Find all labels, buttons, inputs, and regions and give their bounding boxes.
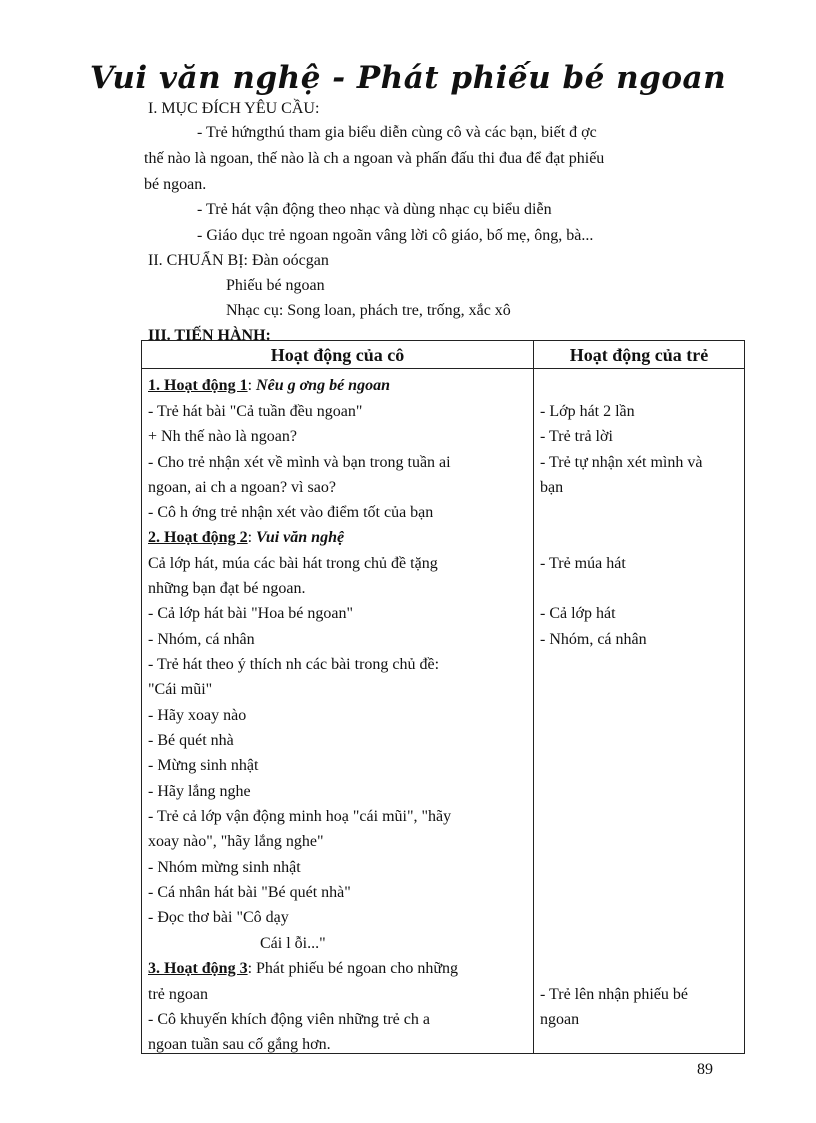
section-3-heading: III. TIẾN HÀNH: bbox=[148, 327, 271, 344]
left-line: - Cô h ớng trẻ nhận xét vào điểm tốt của bạn bbox=[148, 504, 434, 521]
left-line: - Hãy lắng nghe bbox=[148, 783, 251, 800]
right-line: - Nhóm, cá nhân bbox=[540, 631, 647, 648]
activity-table bbox=[141, 340, 745, 1054]
left-line: ngoan tuần sau cố gắng hơn. bbox=[148, 1036, 331, 1053]
activity-3-label: 3. Hoạt động 3 bbox=[148, 960, 248, 977]
right-line: - Trẻ trả lời bbox=[540, 428, 613, 445]
column-divider bbox=[533, 341, 534, 1053]
activity-1-title: Nêu g ơng bé ngoan bbox=[256, 377, 390, 394]
left-line: Cả lớp hát, múa các bài hát trong chủ đề tặng bbox=[148, 555, 438, 572]
left-line: - Bé quét nhà bbox=[148, 732, 234, 749]
left-line: + Nh thế nào là ngoan? bbox=[148, 428, 297, 445]
activity-3-title: Phát phiếu bé ngoan cho những bbox=[256, 960, 458, 977]
section-2-heading: II. CHUẨN BỊ: Đàn oócgan bbox=[148, 252, 329, 269]
left-line: xoay nào", "hãy lắng nghe" bbox=[148, 833, 324, 850]
left-line: - Trẻ hát theo ý thích nh các bài trong chủ đề: bbox=[148, 656, 440, 673]
left-line: - Cô khuyến khích động viên những trẻ ch a bbox=[148, 1011, 430, 1028]
left-line: trẻ ngoan bbox=[148, 986, 208, 1003]
activity-2-label: 2. Hoạt động 2 bbox=[148, 529, 248, 546]
activity-1-heading: 1. Hoạt động 1: Nêu g ơng bé ngoan bbox=[148, 377, 390, 394]
section-1-label: I. MỤC ĐÍCH YÊU CẦU bbox=[148, 100, 315, 117]
left-line: ngoan, ai ch a ngoan? vì sao? bbox=[148, 479, 336, 496]
section-1-line: bé ngoan. bbox=[144, 176, 207, 193]
section-1-line: thế nào là ngoan, thế nào là ch a ngoan và phấn đấu thi đua để đạt phiếu bbox=[144, 150, 605, 167]
left-line: - Mừng sinh nhật bbox=[148, 757, 259, 774]
section-1-line: - Trẻ hứngthú tham gia biểu diễn cùng cô và các bạn, biết đ ợc bbox=[197, 124, 597, 141]
section-1-heading: I. MỤC ĐÍCH YÊU CẦU: bbox=[148, 100, 320, 117]
section-1-line: - Giáo dục trẻ ngoan ngoãn vâng lời cô giáo, bố mẹ, ông, bà... bbox=[197, 227, 594, 244]
section-2-first: Đàn oócgan bbox=[252, 252, 329, 269]
section-1-line: - Trẻ hát vận động theo nhạc và dùng nhạc cụ biểu diễn bbox=[197, 201, 552, 218]
left-line: - Cho trẻ nhận xét về mình và bạn trong tuần ai bbox=[148, 454, 451, 471]
left-line: - Cả lớp hát bài "Hoa bé ngoan" bbox=[148, 605, 354, 622]
left-line: "Cái mũi" bbox=[148, 681, 213, 698]
left-line: - Nhóm mừng sinh nhật bbox=[148, 859, 301, 876]
activity-2-title: Vui văn nghệ bbox=[256, 529, 345, 546]
activity-1-label: 1. Hoạt động 1 bbox=[148, 377, 248, 394]
left-line: - Trẻ hát bài "Cả tuần đều ngoan" bbox=[148, 403, 363, 420]
activity-2-heading: 2. Hoạt động 2: Vui văn nghệ bbox=[148, 529, 345, 546]
left-line: - Đọc thơ bài "Cô dạy bbox=[148, 909, 289, 926]
right-line: - Cả lớp hát bbox=[540, 605, 616, 622]
left-line: những bạn đạt bé ngoan. bbox=[148, 580, 306, 597]
section-2-line: Nhạc cụ: Song loan, phách tre, trống, xắc xô bbox=[226, 302, 511, 319]
header-children: Hoạt động của trẻ bbox=[569, 345, 709, 365]
left-line: - Hãy xoay nào bbox=[148, 707, 247, 724]
section-2-line: Phiếu bé ngoan bbox=[226, 277, 325, 294]
left-line: - Cá nhân hát bài "Bé quét nhà" bbox=[148, 884, 351, 901]
right-line: bạn bbox=[540, 479, 564, 496]
left-line: Cái l ỗi..." bbox=[260, 935, 326, 952]
right-line: - Trẻ lên nhận phiếu bé bbox=[540, 986, 688, 1003]
right-line: - Trẻ tự nhận xét mình và bbox=[540, 454, 703, 471]
right-line: - Lớp hát 2 lần bbox=[540, 403, 635, 420]
header-teacher: Hoạt động của cô bbox=[270, 345, 405, 365]
page-title: Vui văn nghệ - Phát phiếu bé ngoan bbox=[89, 60, 727, 96]
right-line: - Trẻ múa hát bbox=[540, 555, 626, 572]
right-line: ngoan bbox=[540, 1011, 580, 1028]
left-line: - Nhóm, cá nhân bbox=[148, 631, 255, 648]
section-2-label: II. CHUẨN BỊ bbox=[148, 252, 244, 269]
left-line: - Trẻ cả lớp vận động minh hoạ "cái mũi", "hãy bbox=[148, 808, 452, 825]
header-divider bbox=[142, 368, 744, 369]
page-number: 89 bbox=[697, 1061, 713, 1078]
activity-3-heading: 3. Hoạt động 3: Phát phiếu bé ngoan cho những bbox=[148, 960, 458, 977]
